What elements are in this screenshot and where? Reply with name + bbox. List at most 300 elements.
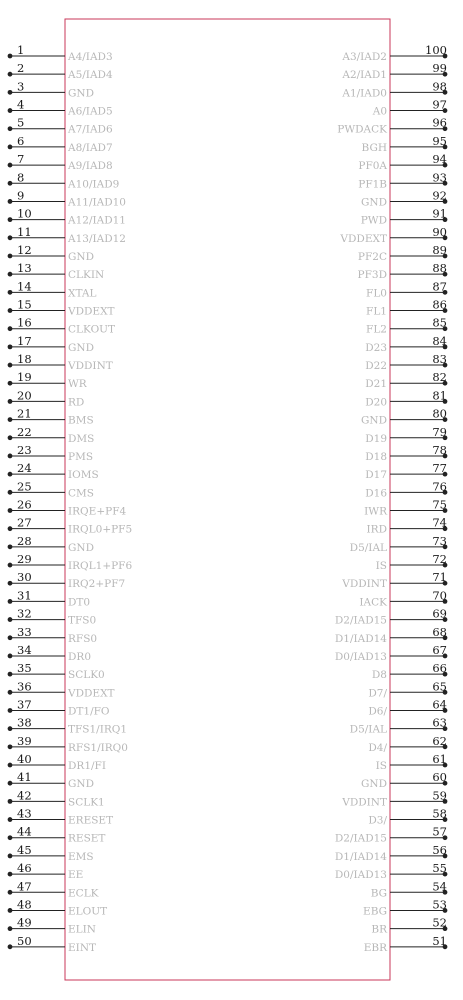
pin-49 (8, 916, 96, 936)
pin-46 (8, 861, 84, 881)
pin-end-dot (8, 363, 13, 368)
pin-label: TFS1/IRQ1 (68, 723, 128, 736)
pin-label: IS (375, 560, 387, 573)
pin-45 (8, 843, 94, 863)
pin-end-dot (8, 708, 13, 713)
pin-number: 89 (432, 242, 447, 257)
pin-number: 82 (432, 370, 447, 385)
pin-label: IRD (366, 523, 387, 536)
pin-8 (8, 170, 120, 190)
pin-label: SCLK0 (68, 669, 105, 682)
pin-92 (361, 188, 447, 208)
pin-number: 79 (432, 424, 447, 439)
pin-number: 27 (17, 515, 32, 530)
pin-9 (8, 188, 126, 208)
pin-number: 29 (17, 552, 32, 567)
pin-80 (361, 407, 447, 427)
pin-number: 75 (432, 497, 447, 512)
pin-end-dot (8, 908, 13, 913)
pin-number: 9 (17, 188, 25, 203)
pin-78 (365, 443, 447, 463)
pin-number: 99 (432, 61, 447, 76)
pin-end-dot (8, 454, 13, 459)
pin-number: 45 (17, 842, 32, 857)
pin-number: 8 (17, 170, 25, 185)
pin-83 (365, 352, 447, 372)
pin-number: 38 (17, 715, 32, 730)
pin-number: 24 (17, 461, 32, 476)
pin-59 (341, 788, 447, 808)
pin-18 (8, 352, 113, 372)
pin-end-dot (8, 799, 13, 804)
pin-number: 36 (17, 679, 32, 694)
pin-end-dot (8, 544, 13, 549)
pin-51 (364, 934, 448, 954)
pin-number: 21 (17, 406, 32, 421)
pin-number: 58 (432, 806, 447, 821)
pin-number: 67 (432, 642, 447, 657)
pin-number: 40 (17, 752, 32, 767)
pin-number: 51 (432, 933, 447, 948)
pin-label: A5/IAD4 (68, 69, 113, 82)
pin-63 (350, 716, 448, 736)
pin-98 (341, 79, 447, 99)
pin-number: 33 (17, 624, 32, 639)
pin-end-dot (8, 817, 13, 822)
pin-label: A1/IAD0 (342, 87, 387, 100)
pin-number: 74 (432, 515, 447, 530)
pin-label: IACK (359, 596, 387, 609)
pin-number: 61 (432, 752, 447, 767)
pin-label: GND (68, 341, 94, 354)
pin-number: 15 (17, 297, 32, 312)
pin-number: 91 (432, 206, 447, 221)
pin-58 (368, 807, 447, 827)
pin-number: 30 (17, 570, 32, 585)
pin-end-dot (8, 526, 13, 531)
pin-label: D19 (365, 432, 387, 445)
pin-number: 80 (432, 406, 447, 421)
pin-number: 35 (17, 661, 32, 676)
pin-11 (8, 225, 126, 245)
pin-label: D1/IAD14 (334, 632, 387, 645)
pin-44 (8, 825, 106, 845)
pin-number: 86 (432, 297, 447, 312)
pin-number: 48 (17, 897, 32, 912)
pin-end-dot (8, 835, 13, 840)
pin-label: IWR (364, 505, 387, 518)
pin-end-dot (8, 926, 13, 931)
pin-number: 16 (17, 315, 32, 330)
pin-end-dot (8, 472, 13, 477)
pin-label: BR (371, 923, 387, 936)
pin-label: GND (361, 414, 387, 427)
pin-label: D23 (365, 341, 387, 354)
pin-number: 84 (432, 333, 447, 348)
pin-82 (365, 370, 447, 390)
pin-end-dot (8, 781, 13, 786)
pin-19 (8, 370, 88, 390)
pin-81 (365, 388, 447, 408)
pin-number: 49 (17, 915, 32, 930)
pin-label: BMS (68, 414, 94, 427)
pin-end-dot (8, 599, 13, 604)
pin-number: 70 (432, 588, 447, 603)
pin-end-dot (8, 672, 13, 677)
pin-label: D7/ (368, 687, 387, 700)
pin-6 (8, 134, 113, 154)
pin-38 (8, 716, 127, 736)
pin-end-dot (8, 344, 13, 349)
pin-label: PF3D (357, 269, 387, 282)
pin-37 (8, 697, 110, 717)
pin-label: VDDINT (68, 360, 113, 373)
pin-number: 62 (432, 733, 447, 748)
pin-end-dot (8, 217, 13, 222)
pin-2 (8, 61, 113, 81)
pin-label: D4/ (368, 741, 387, 754)
pin-label: IRQE+PF4 (68, 505, 127, 518)
pin-number: 59 (432, 788, 447, 803)
pin-number: 71 (432, 570, 447, 585)
pin-label: GND (68, 250, 94, 263)
pin-number: 17 (17, 333, 32, 348)
pin-label: ELIN (68, 923, 96, 936)
pin-label: FL2 (366, 323, 387, 336)
pin-end-dot (8, 508, 13, 513)
pin-label: ERESET (68, 814, 114, 827)
pin-5 (8, 116, 113, 136)
pin-label: D8 (371, 669, 387, 682)
pin-end-dot (8, 690, 13, 695)
pin-label: D5/IAL (349, 541, 387, 554)
pin-label: DT1/FO (68, 705, 110, 718)
pin-end-dot (8, 417, 13, 422)
pin-label: BG (370, 887, 387, 900)
pin-number: 20 (17, 388, 32, 403)
pin-number: 56 (432, 842, 447, 857)
pin-96 (337, 116, 447, 136)
pin-end-dot (8, 890, 13, 895)
pin-90 (339, 225, 447, 245)
pin-number: 11 (17, 224, 32, 239)
pin-87 (366, 279, 447, 299)
pin-label: DT0 (68, 596, 91, 609)
pin-label: EMS (68, 850, 94, 863)
pin-number: 47 (17, 879, 32, 894)
pin-end-dot (8, 726, 13, 731)
pin-16 (8, 316, 115, 336)
pin-label: A4/IAD3 (68, 51, 113, 63)
pin-number: 31 (17, 588, 32, 603)
pin-label: GND (361, 196, 387, 209)
pin-71 (341, 570, 447, 590)
pin-number: 54 (432, 879, 447, 894)
left-pin-column (8, 43, 133, 954)
pin-42 (8, 788, 105, 808)
pin-end-dot (8, 872, 13, 877)
pin-label: D21 (365, 378, 387, 391)
pin-number: 94 (432, 152, 447, 167)
pin-label: FL1 (366, 305, 387, 318)
pin-1 (8, 43, 113, 63)
pin-number: 93 (432, 170, 447, 185)
pin-number: 28 (17, 533, 32, 548)
pin-end-dot (8, 617, 13, 622)
pin-number: 44 (17, 824, 32, 839)
pin-number: 25 (17, 479, 32, 494)
pin-79 (365, 425, 447, 445)
pin-number: 18 (17, 352, 32, 367)
pin-number: 68 (432, 624, 447, 639)
pin-label: A2/IAD1 (342, 69, 387, 82)
pin-number: 92 (432, 188, 447, 203)
pin-label: DR1/FI (68, 760, 106, 773)
pin-label: EE (68, 869, 84, 882)
pin-label: D3/ (368, 814, 387, 827)
pin-label: VDDEXT (68, 687, 115, 700)
pin-label: A12/IAD11 (68, 214, 126, 227)
pin-label: A9/IAD8 (68, 160, 113, 173)
pin-label: D0/IAD13 (334, 650, 387, 663)
pin-label: D5/IAL (349, 723, 387, 736)
pin-12 (8, 243, 94, 263)
pin-end-dot (8, 399, 13, 404)
pin-end-dot (8, 435, 13, 440)
pin-label: D18 (365, 450, 387, 463)
pin-93 (358, 170, 447, 190)
pin-end-dot (8, 181, 13, 186)
pin-number: 64 (432, 697, 447, 712)
pin-64 (368, 697, 447, 717)
pin-label: RESET (68, 832, 106, 845)
pin-number: 6 (17, 133, 25, 148)
pin-40 (8, 752, 106, 772)
pin-number: 69 (432, 606, 447, 621)
pin-number: 77 (432, 461, 447, 476)
pin-29 (8, 552, 133, 572)
pin-label: D0/IAD13 (334, 869, 387, 882)
pin-67 (335, 643, 448, 663)
pin-70 (359, 588, 447, 608)
pin-68 (335, 625, 448, 645)
pin-69 (335, 607, 448, 627)
pin-30 (8, 570, 126, 590)
pin-76 (365, 479, 447, 499)
pin-end-dot (8, 199, 13, 204)
pin-number: 53 (432, 897, 447, 912)
pin-label: SCLK1 (68, 796, 105, 809)
pin-77 (365, 461, 447, 481)
pin-end-dot (8, 744, 13, 749)
pin-number: 39 (17, 733, 32, 748)
pin-number: 100 (425, 43, 447, 57)
pin-label: BGH (361, 141, 387, 154)
pin-14 (8, 279, 97, 299)
pin-label: IS (375, 760, 387, 773)
pin-label: A10/IAD9 (68, 178, 120, 191)
pin-3 (8, 79, 94, 99)
pin-label: A6/IAD5 (68, 105, 113, 118)
pin-number: 88 (432, 261, 447, 276)
pin-73 (350, 534, 448, 554)
pin-65 (368, 679, 447, 699)
pin-end-dot (8, 381, 13, 386)
pin-label: PWD (360, 214, 387, 227)
pin-label: VDDINT (342, 796, 387, 809)
pin-end-dot (8, 163, 13, 168)
pin-number: 19 (17, 370, 32, 385)
pin-number: 95 (432, 133, 447, 148)
pin-label: A13/IAD12 (68, 232, 126, 245)
pin-end-dot (8, 326, 13, 331)
pin-label: TFS0 (68, 614, 97, 627)
pin-label: A11/IAD10 (68, 196, 126, 209)
pin-number: 57 (432, 824, 447, 839)
pin-label: DMS (68, 432, 95, 445)
pin-number: 43 (17, 806, 32, 821)
pin-number: 42 (17, 788, 32, 803)
pin-number: 66 (432, 661, 447, 676)
pin-end-dot (8, 235, 13, 240)
pin-number: 50 (17, 933, 32, 948)
pin-21 (8, 407, 94, 427)
pin-89 (358, 243, 447, 263)
pin-label: D20 (365, 396, 387, 409)
pin-47 (8, 879, 99, 899)
pin-label: ECLK (68, 887, 99, 900)
pin-62 (368, 734, 447, 754)
pin-end-dot (8, 72, 13, 77)
pin-88 (358, 261, 448, 281)
pin-end-dot (8, 308, 13, 313)
pin-label: EINT (68, 941, 97, 954)
pin-36 (8, 679, 115, 699)
pin-52 (371, 916, 447, 936)
pin-number: 73 (432, 533, 447, 548)
pin-end-dot (8, 145, 13, 150)
pin-end-dot (8, 54, 13, 59)
pin-66 (372, 661, 448, 681)
pin-number: 90 (432, 224, 447, 239)
pin-86 (366, 298, 447, 318)
pin-label: GND (68, 778, 94, 791)
pin-31 (8, 588, 91, 608)
pin-label: CLKOUT (68, 323, 116, 336)
pin-number: 5 (17, 115, 25, 130)
pin-label: RD (68, 396, 85, 409)
pin-72 (376, 552, 448, 572)
pin-27 (8, 516, 133, 536)
pin-48 (8, 897, 108, 917)
pin-label: GND (68, 541, 94, 554)
pin-84 (365, 334, 447, 354)
pin-95 (362, 134, 448, 154)
pin-33 (8, 625, 97, 645)
pin-number: 37 (17, 697, 32, 712)
pin-91 (361, 207, 448, 227)
pin-label: VDDEXT (68, 305, 115, 318)
pin-60 (361, 770, 447, 790)
pin-number: 55 (432, 861, 447, 876)
pin-label: DR0 (68, 650, 92, 663)
pin-number: 12 (17, 242, 32, 257)
pin-number: 4 (17, 97, 25, 112)
pin-20 (8, 388, 85, 408)
pin-10 (8, 207, 126, 227)
pin-22 (8, 425, 95, 445)
pin-94 (358, 152, 447, 172)
pin-4 (8, 98, 113, 118)
pin-label: CLKIN (68, 269, 105, 282)
pin-end-dot (8, 635, 13, 640)
pin-26 (8, 498, 127, 518)
pin-label: PWDACK (337, 123, 387, 136)
pin-number: 65 (432, 679, 447, 694)
pin-end-dot (8, 763, 13, 768)
pin-43 (8, 807, 114, 827)
pin-label: A7/IAD6 (68, 123, 113, 136)
pin-end-dot (8, 108, 13, 113)
pin-end-dot (8, 654, 13, 659)
pin-label: D1/IAD14 (334, 850, 387, 863)
pin-end-dot (8, 90, 13, 95)
pin-number: 41 (17, 770, 32, 785)
pin-label: PMS (68, 450, 94, 463)
pin-end-dot (8, 254, 13, 259)
pin-number: 34 (17, 642, 32, 657)
pin-label: D16 (365, 487, 387, 500)
pin-label: RFS0 (68, 632, 98, 645)
pin-number: 76 (432, 479, 447, 494)
pin-99 (341, 61, 447, 81)
pin-13 (8, 261, 105, 281)
pin-label: VDDEXT (340, 232, 387, 245)
pin-28 (8, 534, 94, 554)
pin-61 (376, 752, 448, 772)
pin-35 (8, 661, 105, 681)
pin-label: XTAL (68, 287, 97, 300)
pin-number: 22 (17, 424, 32, 439)
pin-label: A3/IAD2 (342, 51, 387, 63)
pin-end-dot (8, 290, 13, 295)
pin-32 (8, 607, 97, 627)
pin-number: 85 (432, 315, 447, 330)
pin-label: D2/IAD15 (334, 614, 387, 627)
pin-23 (8, 443, 93, 463)
pin-number: 63 (432, 715, 447, 730)
pin-85 (366, 316, 447, 336)
pin-label: IRQ2+PF7 (68, 578, 126, 591)
pin-label: GND (361, 778, 387, 791)
pin-end-dot (8, 563, 13, 568)
pin-label: FL0 (366, 287, 387, 300)
pin-label: PF0A (358, 160, 387, 173)
pin-number: 97 (432, 97, 447, 112)
pin-label: PF2C (357, 250, 387, 263)
pin-label: IRQL1+PF6 (68, 560, 133, 573)
pin-55 (335, 861, 448, 881)
pin-label: ELOUT (68, 905, 108, 918)
pin-label: EBG (363, 905, 387, 918)
pin-number: 2 (17, 61, 25, 76)
pin-number: 1 (17, 43, 25, 57)
pin-end-dot (8, 944, 13, 949)
pin-end-dot (8, 490, 13, 495)
pin-57 (335, 825, 448, 845)
pin-label: D2/IAD15 (334, 832, 387, 845)
pin-label: A8/IAD7 (68, 141, 113, 154)
